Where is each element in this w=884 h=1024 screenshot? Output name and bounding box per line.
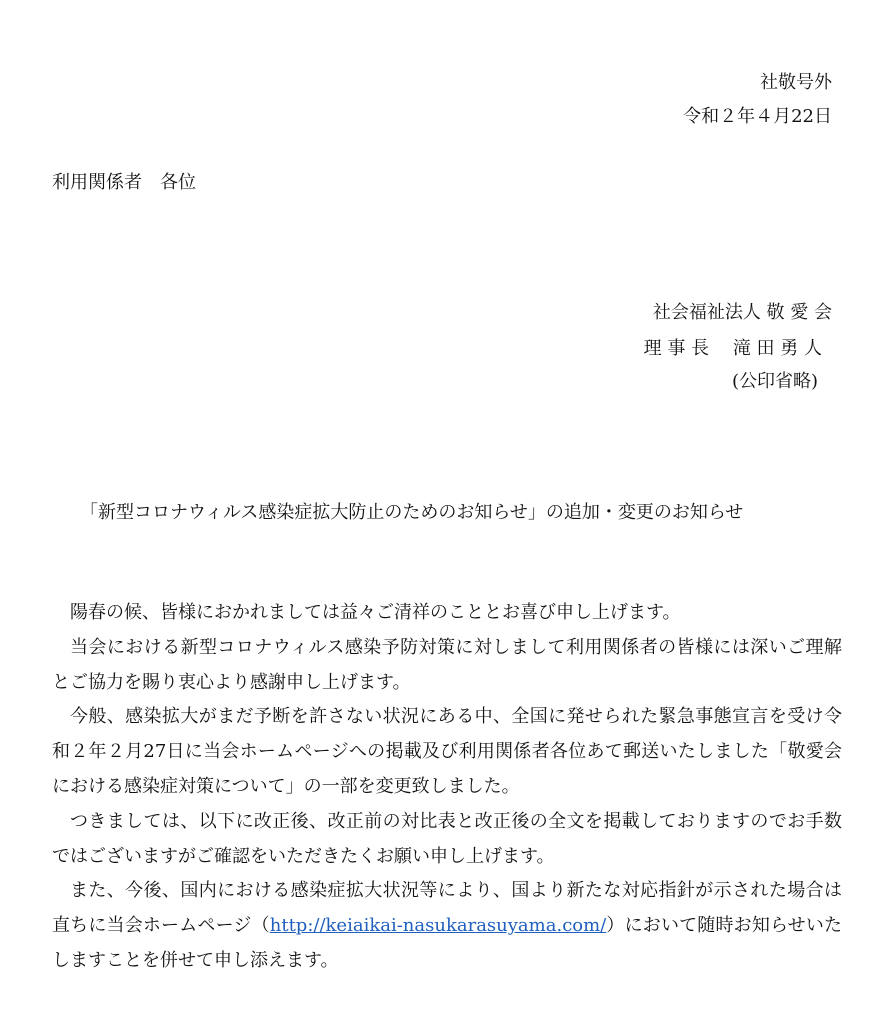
- website-text-after: ）において随時お知らせいたしますことを併せて申し添えます。: [52, 915, 842, 971]
- body-paragraph-greeting: 陽春の候、皆様におかれましては益々ご清祥のこととお喜び申し上げます。: [70, 602, 681, 623]
- website-text-before: また、今後、国内における感染症拡大状況等により、国より新たな対応指針が示された場合は直ちに当会ホームページ（: [52, 880, 842, 937]
- body-paragraph-request: つきましては、以下に改正後、改正前の対比表と改正後の全文を掲載しておりますのでお手数ではございますがご確認をいただきたくお願い申し上げます。: [52, 810, 842, 867]
- sender-organization: 社会福祉法人 敬 愛 会: [652, 302, 832, 323]
- seal-omitted-note: (公印省略): [731, 371, 818, 392]
- body-paragraph-change: 今般、感染拡大がまだ予断を許さない状況にある中、全国に発せられた緊急事態宣言を受け令和２年２月27日に当会ホームページへの掲載及び利用関係者各位あて郵送いたしました「敬愛会における感染症対策について」の一部を変更致しました。: [52, 706, 842, 797]
- document-reference-number: 社敬号外: [760, 72, 832, 93]
- body-paragraph-thanks: 当会における新型コロナウィルス感染予防対策に対しまして利用関係者の皆様には深いご理解とご協力を賜り衷心より感謝申し上げます。: [52, 636, 842, 693]
- sender-representative: 理 事 長 滝 田 勇 人: [643, 338, 822, 359]
- notice-title: 「新型コロナウィルス感染症拡大防止のためのお知らせ」の追加・変更のお知らせ: [80, 502, 744, 523]
- document-date: 令和２年４月22日: [683, 106, 832, 127]
- addressee: 利用関係者 各位: [52, 172, 196, 193]
- body-paragraph-website: [52, 874, 842, 978]
- website-link[interactable]: http://keiaikai-nasukarasuyama.com/: [269, 915, 607, 937]
- notice-body: [52, 596, 842, 979]
